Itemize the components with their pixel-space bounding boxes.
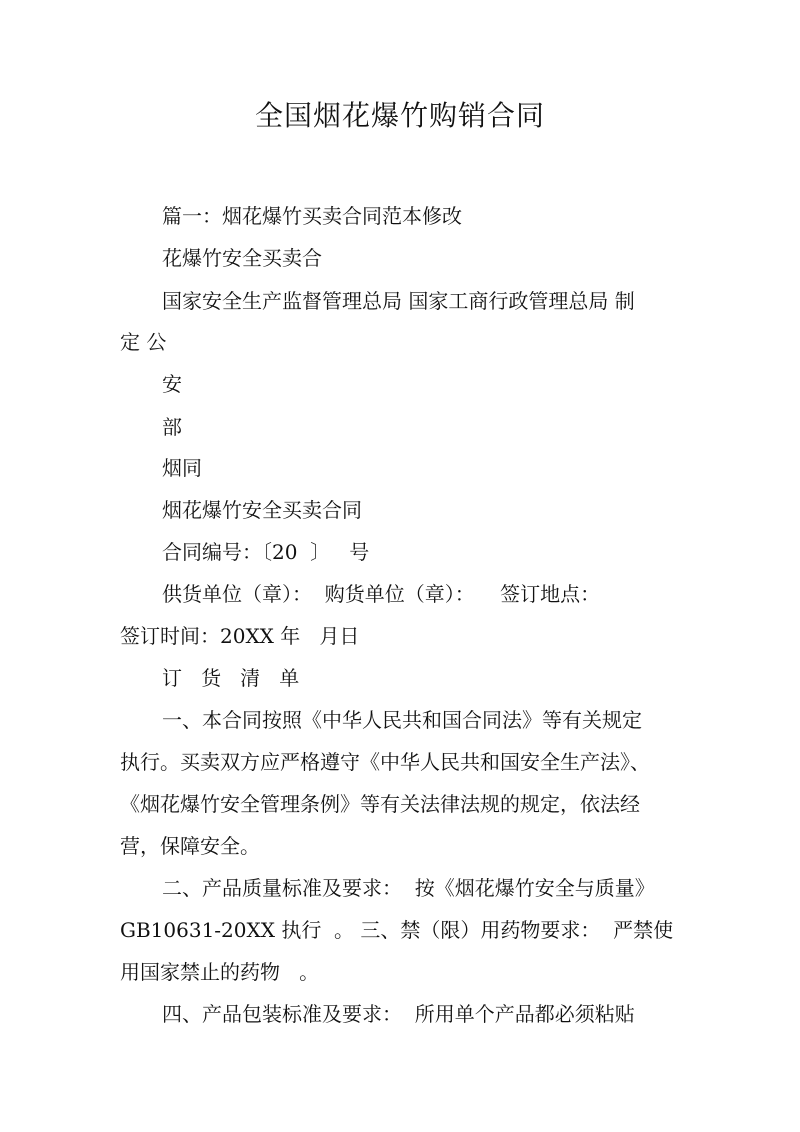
paragraph-line: 二、产品质量标准及要求： 按《烟花爆竹安全与质量》 — [162, 876, 655, 900]
paragraph-line: GB10631-20XX 执行 。 三、禁（限）用药物要求： 严禁使 — [120, 918, 674, 942]
paragraph-line: 部 — [162, 415, 182, 439]
section-heading: 篇一：烟花爆竹买卖合同范本修改 — [162, 204, 462, 228]
sign-date-line: 签订时间：20XX 年 月日 — [120, 624, 360, 648]
paragraph-line: 定 公 — [120, 330, 167, 354]
paragraph-line: 烟花爆竹安全买卖合同 — [162, 498, 362, 522]
paragraph-line: 国家安全生产监督管理总局 国家工商行政管理总局 制 — [162, 289, 635, 313]
paragraph-line: 烟同 — [162, 456, 202, 480]
paragraph-line: 营，保障安全。 — [120, 834, 260, 858]
document-title: 全国烟花爆竹购销合同 — [254, 99, 545, 132]
order-list-heading: 订 货 清 单 — [162, 666, 300, 690]
paragraph-line: 安 — [162, 372, 182, 396]
parties-line: 供货单位（章）： 购货单位（章）： 签订地点： — [162, 582, 601, 606]
paragraph-line: 花爆竹安全买卖合 — [162, 246, 322, 270]
paragraph-line: 一、本合同按照《中华人民共和国合同法》等有关规定 — [162, 708, 642, 732]
paragraph-line: 执行。买卖双方应严格遵守《中华人民共和国安全生产法》、 — [120, 750, 650, 774]
paragraph-line: 《烟花爆竹安全管理条例》等有关法律法规的规定，依法经 — [120, 792, 640, 816]
contract-number-line: 合同编号：〔20 〕 号 — [162, 540, 370, 564]
paragraph-line: 四、产品包装标准及要求： 所用单个产品都必须粘贴 — [162, 1002, 635, 1026]
paragraph-line: 用国家禁止的药物 。 — [120, 960, 320, 984]
